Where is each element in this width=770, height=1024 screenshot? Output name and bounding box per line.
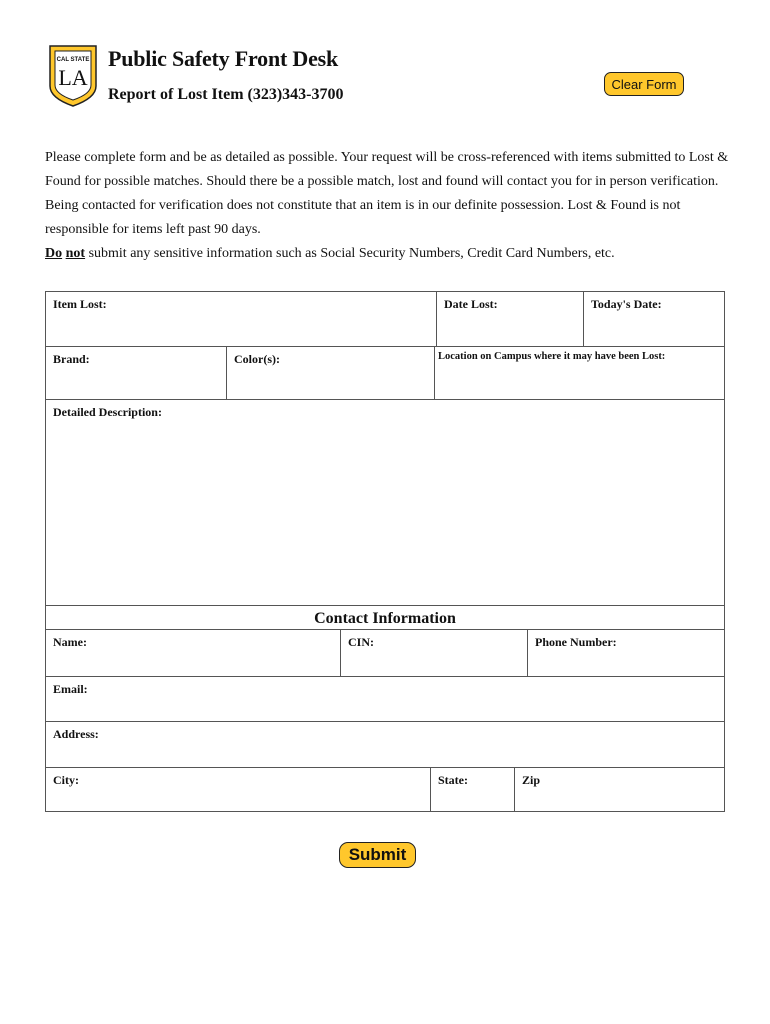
warning-rest: submit any sensitive information such as Social Security Numbers, Credit Card Numbers, etc. [85,246,615,261]
email-label: Email: [53,682,88,696]
phone-field[interactable] [527,629,724,676]
clear-form-button[interactable]: Clear Form [604,72,684,96]
colors-label: Color(s): [234,352,280,366]
warning-not: not [65,246,86,261]
instructions-paragraph: Please complete form and be as detailed as possible. Your request will be cross-referenced with items submitted to Lost & Found for possible matches. Should there be a possible match, lost and found will contact you for in person verification. Being contacted for verification does not constitute that an item is in our definite possession. Lost & Found is not responsible for items left past 90 days. [45,150,729,237]
todays-date-label: Today's Date: [591,297,662,311]
colors-field[interactable] [226,346,434,400]
sensitive-info-warning [45,242,735,266]
todays-date-field[interactable] [583,292,724,346]
location-field[interactable] [434,346,724,400]
submit-button[interactable]: Submit [339,842,416,868]
description-field[interactable] [46,399,724,605]
brand-label: Brand: [53,352,90,366]
cal-state-la-logo [46,42,100,108]
address-field[interactable] [46,721,724,767]
lost-item-form [45,291,725,812]
state-label: State: [438,773,468,787]
cin-label: CIN: [348,635,374,649]
logo-main-text: LA [58,65,88,90]
email-field[interactable] [46,676,724,721]
instructions [45,146,735,266]
name-label: Name: [53,635,87,649]
city-field[interactable] [46,767,430,812]
contact-information-heading: Contact Information [46,605,724,629]
warning-do: Do [45,246,63,261]
item-lost-label: Item Lost: [53,297,107,311]
brand-field[interactable] [46,346,226,400]
state-field[interactable] [430,767,514,812]
address-label: Address: [53,727,99,741]
cin-field[interactable] [340,629,527,676]
logo-top-text: CAL STATE [56,57,90,63]
page-subtitle: Report of Lost Item (323)343-3700 [108,86,344,103]
zip-field[interactable] [514,767,724,812]
description-label: Detailed Description: [53,405,162,419]
item-lost-field[interactable] [46,292,436,346]
date-lost-field[interactable] [436,292,583,346]
city-label: City: [53,773,79,787]
location-label: Location on Campus where it may have been Lost: [438,351,666,362]
name-field[interactable] [46,629,340,676]
date-lost-label: Date Lost: [444,297,498,311]
zip-label: Zip [522,773,541,787]
page-title: Public Safety Front Desk [108,46,339,71]
phone-label: Phone Number: [535,635,617,649]
